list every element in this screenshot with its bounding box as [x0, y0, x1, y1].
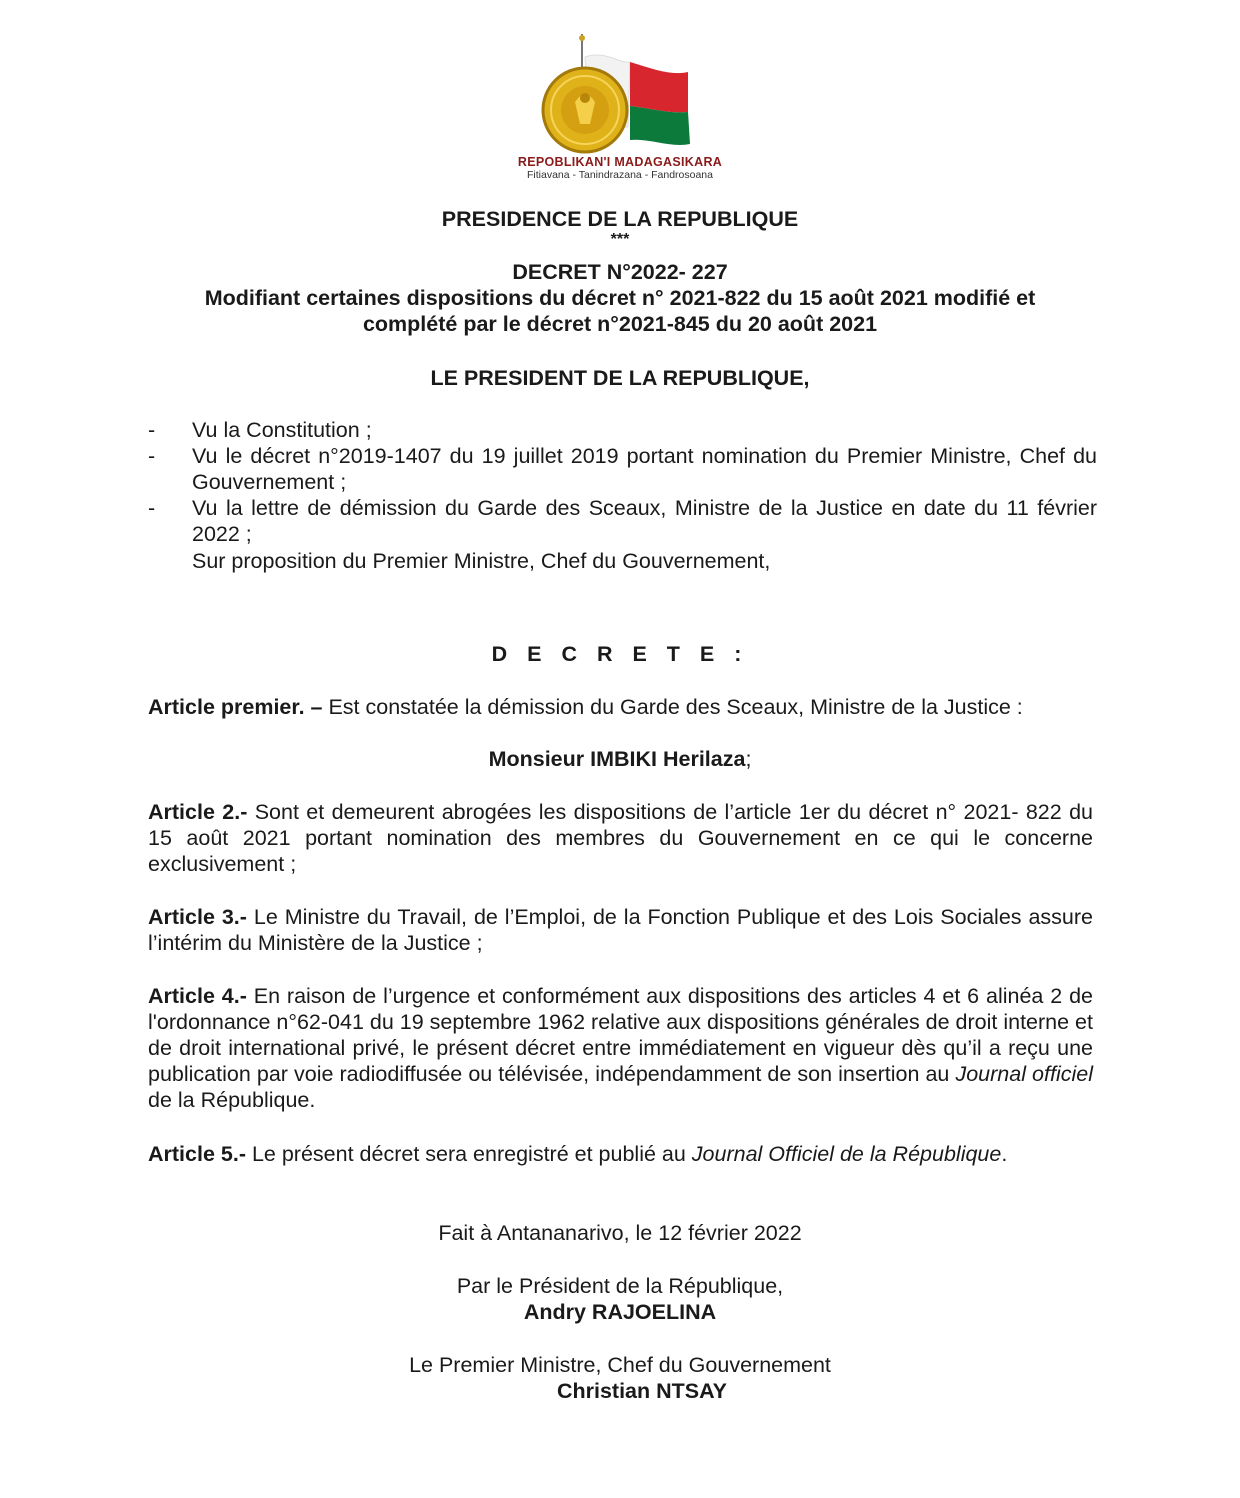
pm-title: Le Premier Ministre, Chef du Gouvernement: [409, 1353, 831, 1377]
bullet-dash: -: [148, 496, 156, 520]
article-4-journal: Journal officiel: [955, 1062, 1093, 1086]
article-4-text: En raison de l’urgence et conformément aux dispositions des articles 4 et 6 alinéa 2 de l'ordonnance n°62-041 du 19 septembre 1962 relative aux dispositions générales de droit interne et de droit international privé, le présent décret entre immédiatement en vigueur dès qu’il a reçu une publication par voie radiodiffusée ou télévisée, indépendamment de son insertion au: [148, 984, 1093, 1086]
minister-name-punct: ;: [745, 747, 752, 771]
bullet-dash: -: [148, 418, 156, 442]
article-2: [148, 799, 1093, 877]
article-4-end: de la République.: [148, 1088, 316, 1112]
article-5-end: .: [1001, 1142, 1008, 1166]
decree-subject-line2: complété par le décret n°2021-845 du 20 août 2021: [362, 312, 878, 336]
presidency-heading: PRESIDENCE DE LA REPUBLIQUE: [441, 207, 799, 231]
emblem-title: REPOBLIKAN'I MADAGASIKARA: [517, 155, 723, 169]
consideration-item: Vu la lettre de démission du Garde des Sceaux, Ministre de la Justice en date du 11 février 2022 ;: [192, 496, 1097, 546]
president-heading: LE PRESIDENT DE LA REPUBLIQUE,: [430, 366, 810, 390]
decrete-heading: D E C R E T E :: [491, 642, 749, 666]
minister-name: Monsieur IMBIKI Herilaza: [488, 747, 746, 771]
consideration-item: Vu la Constitution ;: [192, 418, 372, 442]
article-3: [148, 904, 1093, 956]
article-5-journal: Journal Officiel de la République: [691, 1142, 1002, 1166]
article-3-label: Article 3.-: [148, 905, 247, 929]
bullet-dash: -: [148, 444, 156, 468]
article-1: [148, 694, 1093, 720]
decree-number: DECRET N°2022- 227: [512, 260, 728, 284]
article-5-text: Le présent décret sera enregistré et publié au: [245, 1142, 692, 1166]
article-4: [148, 983, 1093, 1113]
president-name: Andry RAJOELINA: [523, 1300, 717, 1324]
article-2-label: Article 2.-: [148, 800, 248, 824]
by-president-line: Par le Président de la République,: [456, 1274, 784, 1298]
separator-stars: ***: [610, 231, 630, 248]
emblem-motto: Fitiavana - Tanindrazana - Fandrosoana: [526, 169, 713, 181]
resigning-minister: [0, 746, 1240, 772]
article-5-label: Article 5.-: [148, 1142, 246, 1166]
article-2-text: Sont et demeurent abrogées les dispositions de l’article 1er du décret n° 2021- 822 du 15 août 2021 portant nomination des membres du Gouvernement en ce qui le concerne exclusivement ;: [148, 800, 1093, 876]
consideration-item: Vu le décret n°2019-1407 du 19 juillet 2019 portant nomination du Premier Ministre, Chef du Gouvernement ;: [192, 444, 1097, 494]
madagascar-seal-flag-icon: [530, 32, 720, 157]
decree-subject-line1: Modifiant certaines dispositions du décret n° 2021-822 du 15 août 2021 modifié et: [204, 286, 1036, 310]
article-1-label: Article premier. –: [148, 695, 323, 719]
article-1-text: Est constatée la démission du Garde des Sceaux, Ministre de la Justice :: [322, 695, 1023, 719]
place-date: Fait à Antananarivo, le 12 février 2022: [438, 1221, 802, 1245]
proposal-line: Sur proposition du Premier Ministre, Chef du Gouvernement,: [192, 549, 771, 573]
pm-name: Christian NTSAY: [556, 1379, 728, 1403]
article-3-text: Le Ministre du Travail, de l’Emploi, de la Fonction Publique et des Lois Sociales assure l’intérim du Ministère de la Justice ;: [148, 905, 1093, 955]
article-5: [148, 1141, 1093, 1167]
article-4-label: Article 4.-: [148, 984, 247, 1008]
